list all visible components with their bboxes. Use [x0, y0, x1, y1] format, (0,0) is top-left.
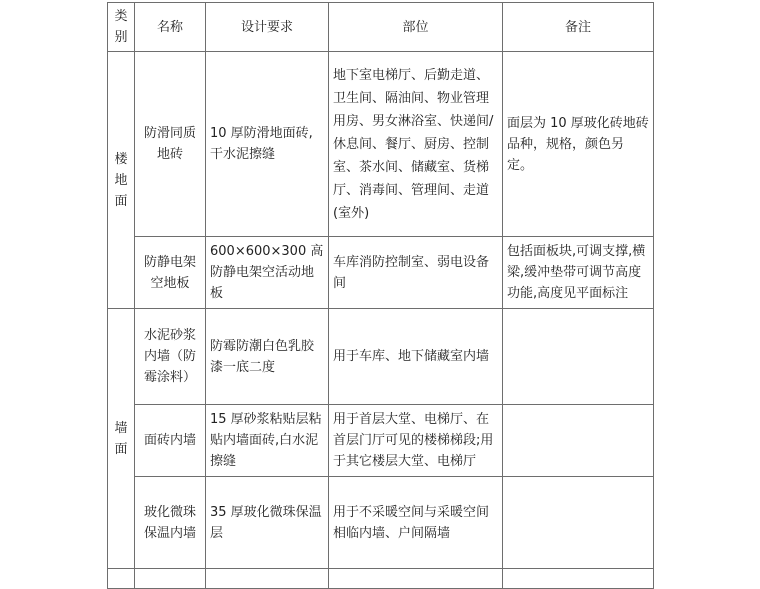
- item-name: 防静电架空地板: [135, 237, 206, 309]
- item-remark: [503, 405, 654, 477]
- item-location: 用于车库、地下储藏室内墙: [329, 309, 503, 405]
- cell-empty: [135, 569, 206, 589]
- header-location: 部位: [329, 3, 503, 52]
- item-remark: [503, 309, 654, 405]
- item-requirement: 35 厚玻化微珠保温层: [206, 477, 329, 569]
- cell-empty: [108, 569, 135, 589]
- table-row: [108, 52, 654, 237]
- item-remark: 包括面板块,可调支撑,横梁,缓冲垫带可调节高度功能,高度见平面标注: [503, 237, 654, 309]
- item-requirement: 600×600×300 高防静电架空活动地板: [206, 237, 329, 309]
- finish-schedule-table: [107, 2, 654, 589]
- table-row: [108, 477, 654, 569]
- item-location: 用于不采暖空间与采暖空间相临内墙、户间隔墙: [329, 477, 503, 569]
- item-location: 车库消防控制室、弱电设备间: [329, 237, 503, 309]
- table-row: [108, 237, 654, 309]
- category-wall: 墙面: [108, 309, 135, 569]
- item-name: 面砖内墙: [135, 405, 206, 477]
- item-requirement: 10 厚防滑地面砖,干水泥擦缝: [206, 52, 329, 237]
- item-requirement: 防霉防潮白色乳胶漆一底二度: [206, 309, 329, 405]
- item-requirement: 15 厚砂浆粘贴层粘贴内墙面砖,白水泥擦缝: [206, 405, 329, 477]
- category-floor: 楼地面: [108, 52, 135, 309]
- item-remark: [503, 477, 654, 569]
- header-remark: 备注: [503, 3, 654, 52]
- header-category: 类别: [108, 3, 135, 52]
- header-row: [108, 3, 654, 52]
- table-row: [108, 309, 654, 405]
- cell-empty: [329, 569, 503, 589]
- item-name: 防滑同质地砖: [135, 52, 206, 237]
- table-row-partial: [108, 569, 654, 589]
- item-remark: 面层为 10 厚玻化砖地砖品种，规格，颜色另定。: [503, 52, 654, 237]
- item-name: 水泥砂浆内墙（防霉涂料）: [135, 309, 206, 405]
- cell-empty: [206, 569, 329, 589]
- cell-empty: [503, 569, 654, 589]
- table-row: [108, 405, 654, 477]
- header-requirement: 设计要求: [206, 3, 329, 52]
- item-name: 玻化微珠保温内墙: [135, 477, 206, 569]
- item-location: 地下室电梯厅、后勤走道、卫生间、隔油间、物业管理用房、男女淋浴室、快递间/休息间、餐厅、厨房、控制室、茶水间、储藏室、货梯厅、消毒间、管理间、走道(室外): [329, 52, 503, 237]
- header-name: 名称: [135, 3, 206, 52]
- item-location: 用于首层大堂、电梯厅、在首层门厅可见的楼梯梯段;用于其它楼层大堂、电梯厅: [329, 405, 503, 477]
